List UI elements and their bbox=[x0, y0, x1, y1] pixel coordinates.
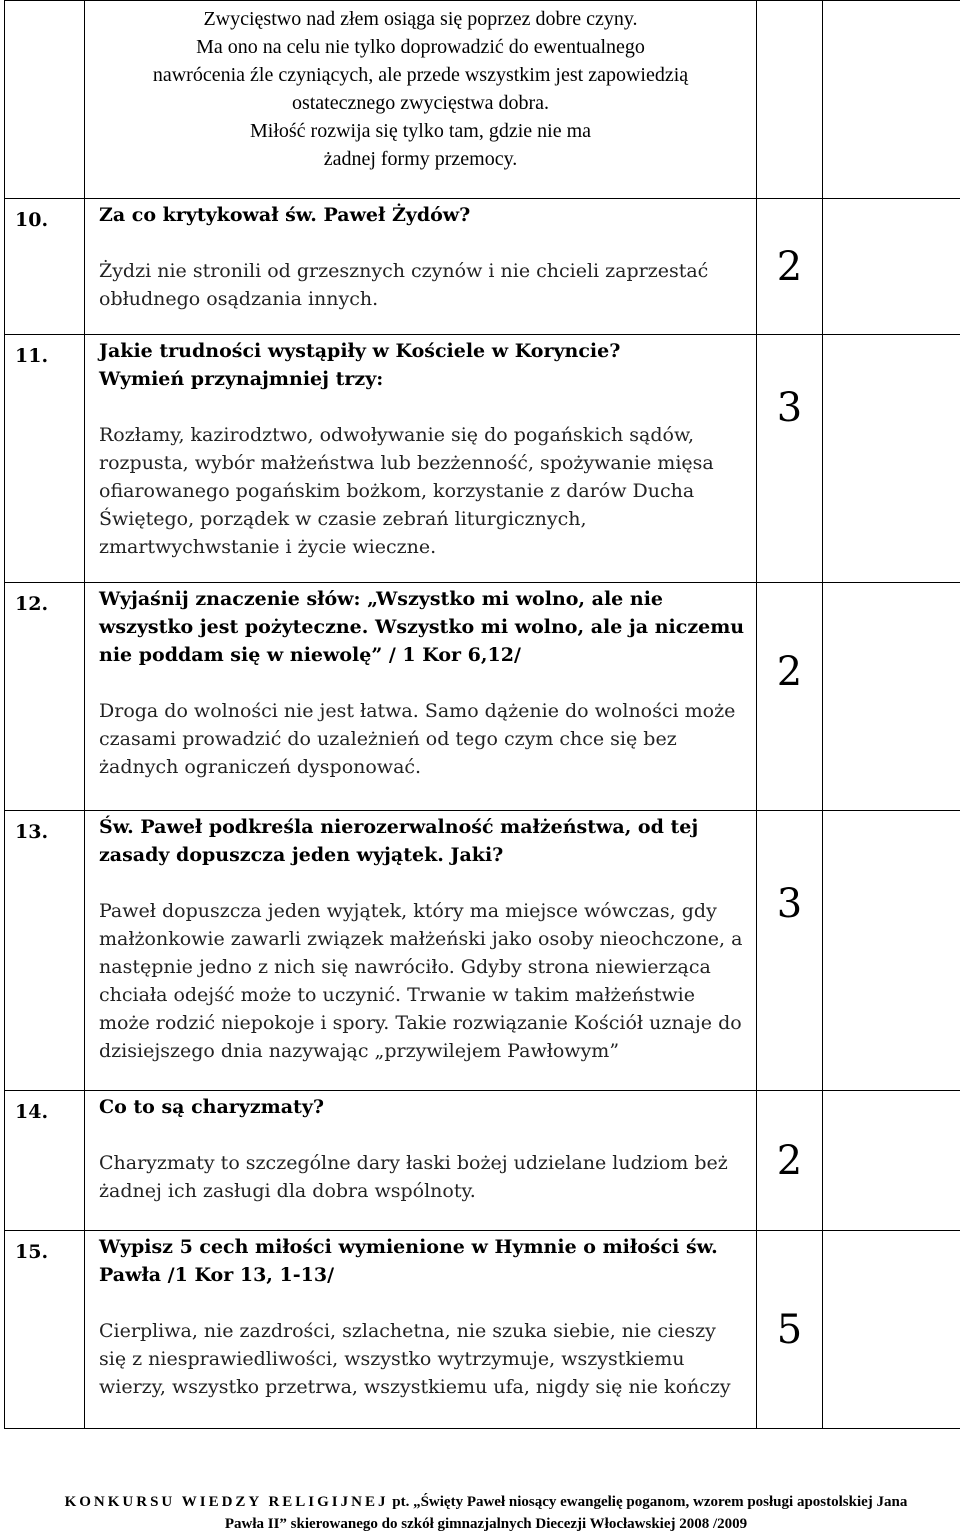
page-footer bbox=[18, 1491, 954, 1535]
question-cell bbox=[85, 583, 757, 811]
question-extra-text: Wymień przynajmniej trzy: bbox=[99, 365, 748, 393]
intro-text-cell bbox=[85, 1, 757, 199]
question-row bbox=[5, 335, 960, 583]
extra-cell bbox=[823, 583, 960, 811]
answer-text: Żydzi nie stronili od grzesznych czynów i nie chcieli zaprzestać obłudnego osądzania innych. bbox=[99, 257, 748, 313]
footer-line1-rest: pt. „Święty Paweł niosący ewangelię poganom, wzorem posługi apostolskiej Jana bbox=[392, 1494, 907, 1510]
answer-text: Rozłamy, kazirodztwo, odwoływanie się do pogańskich sądów, rozpusta, wybór małżeństwa lub bezżenność, spożywanie mięsa ofiarowanego pogańskim bożkom, korzystanie z darów Ducha Świętego, porządek w czasie zebrań liturgicznych, zmartwychwstanie i życie wieczne. bbox=[99, 421, 748, 561]
question-number: 14. bbox=[5, 1091, 85, 1231]
question-number: 12. bbox=[5, 583, 85, 811]
points-value: 3 bbox=[757, 811, 823, 1091]
intro-line: Miłość rozwija się tylko tam, gdzie nie ma bbox=[85, 117, 756, 145]
question-text: Za co krytykował św. Paweł Żydów? bbox=[99, 201, 748, 229]
question-text: Św. Paweł podkreśla nierozerwalność małżeństwa, od tej zasady dopuszcza jeden wyjątek. Jaki? bbox=[99, 813, 748, 869]
question-number: 10. bbox=[5, 199, 85, 335]
question-number: 11. bbox=[5, 335, 85, 583]
question-text: Co to są charyzmaty? bbox=[99, 1093, 748, 1121]
quiz-table bbox=[4, 0, 960, 1429]
extra-cell bbox=[823, 335, 960, 583]
answer-text: Paweł dopuszcza jeden wyjątek, który ma miejsce wówczas, gdy małżonkowie zawarli związek małżeński jako osoby nieochczone, a następnie jedno z nich się nawróciło. Gdyby strona niewierząca chciała odejść może to uczynić. Trwanie w takim małżeństwie może rodzić niepokoje i spory. Takie rozwiązanie Kościół uznaje do dzisiejszego dnia nazywając „przywilejem Pawłowym” bbox=[99, 897, 748, 1065]
question-text: Wypisz 5 cech miłości wymienione w Hymnie o miłości św. Pawła /1 Kor 13, 1-13/ bbox=[99, 1233, 748, 1289]
extra-cell bbox=[823, 1231, 960, 1429]
answer-text: Droga do wolności nie jest łatwa. Samo dążenie do wolności może czasami prowadzić do uzależnień od tego czym chce się bez żadnych ograniczeń dysponować. bbox=[99, 697, 748, 781]
intro-line: żadnej formy przemocy. bbox=[85, 145, 756, 173]
question-row bbox=[5, 1091, 960, 1231]
question-cell bbox=[85, 811, 757, 1091]
question-number: 13. bbox=[5, 811, 85, 1091]
question-cell bbox=[85, 1091, 757, 1231]
footer-title: KONKURSU WIEDZY RELIGIJNEJ bbox=[65, 1494, 389, 1510]
intro-points-cell bbox=[757, 1, 823, 199]
points-value: 3 bbox=[757, 335, 823, 583]
footer-line-1 bbox=[18, 1491, 954, 1513]
intro-number-cell bbox=[5, 1, 85, 199]
points-value: 5 bbox=[757, 1231, 823, 1429]
question-row bbox=[5, 1231, 960, 1429]
question-number: 15. bbox=[5, 1231, 85, 1429]
footer-line-2: Pawła II” skierowanego do szkół gimnazjalnych Diecezji Włocławskiej 2008 /2009 bbox=[18, 1513, 954, 1535]
extra-cell bbox=[823, 811, 960, 1091]
question-cell bbox=[85, 1231, 757, 1429]
question-row bbox=[5, 811, 960, 1091]
question-row bbox=[5, 583, 960, 811]
answer-text: Cierpliwa, nie zazdrości, szlachetna, nie szuka siebie, nie cieszy się z niesprawiedliwości, wszystko wytrzymuje, wszystkiemu wierzy, wszystko przetrwa, wszystkiemu ufa, nigdy się nie kończy bbox=[99, 1317, 748, 1401]
points-value: 2 bbox=[757, 199, 823, 335]
extra-cell bbox=[823, 1091, 960, 1231]
intro-extra-cell bbox=[823, 1, 960, 199]
question-row bbox=[5, 199, 960, 335]
intro-line: nawrócenia źle czyniących, ale przede wszystkim jest zapowiedzią bbox=[85, 61, 756, 89]
intro-line: Zwycięstwo nad złem osiąga się poprzez dobre czyny. bbox=[85, 5, 756, 33]
extra-cell bbox=[823, 199, 960, 335]
question-text: Jakie trudności wystąpiły w Kościele w Koryncie? bbox=[99, 337, 748, 365]
points-value: 2 bbox=[757, 583, 823, 811]
question-text: Wyjaśnij znaczenie słów: „Wszystko mi wolno, ale nie wszystko jest pożyteczne. Wszystko mi wolno, ale ja niczemu nie poddam się w niewolę” / 1 Kor 6,12/ bbox=[99, 585, 748, 669]
question-cell bbox=[85, 335, 757, 583]
intro-line: Ma ono na celu nie tylko doprowadzić do ewentualnego bbox=[85, 33, 756, 61]
question-cell bbox=[85, 199, 757, 335]
intro-row bbox=[5, 1, 960, 199]
points-value: 2 bbox=[757, 1091, 823, 1231]
answer-text: Charyzmaty to szczególne dary łaski bożej udzielane ludziom beż żadnej ich zasługi dla dobra wspólnoty. bbox=[99, 1149, 748, 1205]
intro-line: ostatecznego zwycięstwa dobra. bbox=[85, 89, 756, 117]
